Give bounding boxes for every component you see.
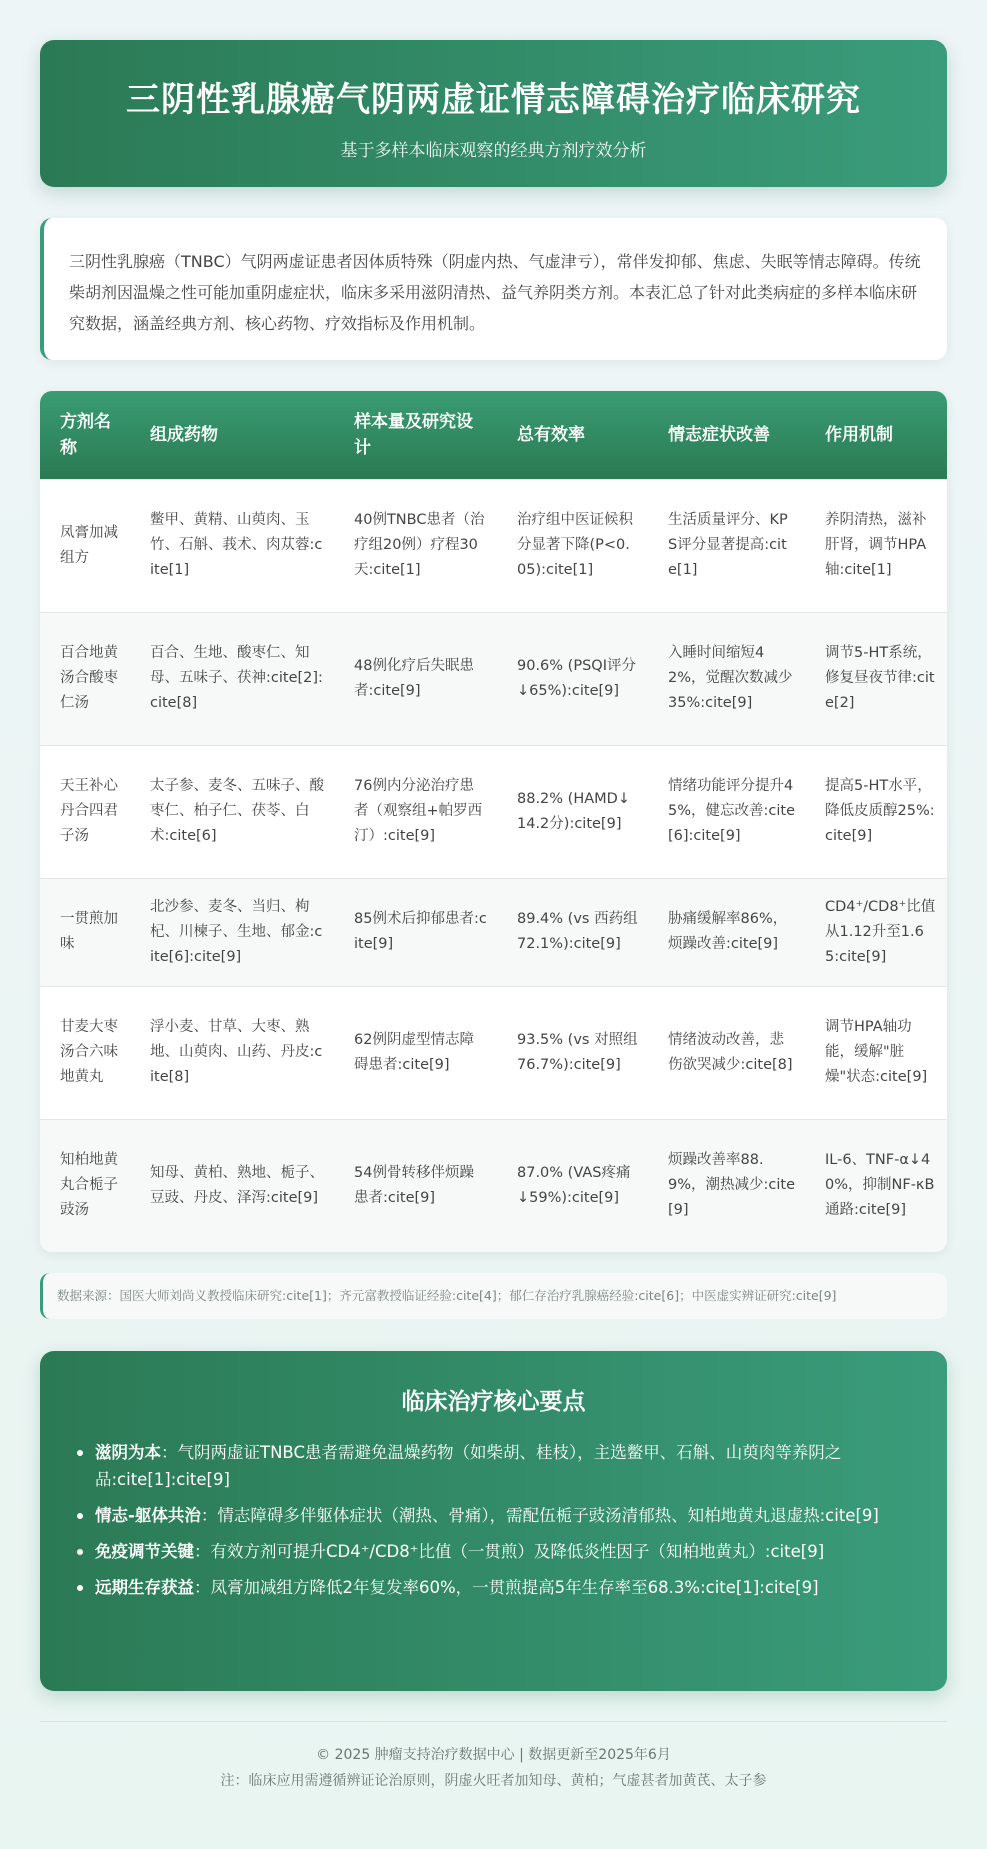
summary-point-text: ：有效方剂可提升CD4⁺/CD8⁺比值（一贯煎）及降低炎性因子（知柏地黄丸）:cite[9] <box>194 1542 825 1561</box>
table-row <box>40 878 947 986</box>
header-mechanism: 作用机制 <box>805 391 947 479</box>
header-banner <box>40 40 947 187</box>
summary-list <box>95 1439 915 1610</box>
cell-mechanism: 提高5-HT水平，降低皮质醇25%:cite[9] <box>805 745 947 878</box>
summary-title: 临床治疗核心要点 <box>401 1389 586 1415</box>
header-sample-design: 样本量及研究设计 <box>334 391 497 479</box>
cell-formula-name: 甘麦大枣汤合六味地黄丸 <box>40 986 130 1119</box>
footer-divider <box>40 1721 947 1722</box>
cell-mood-improvement: 情绪波动改善，悲伤欲哭减少:cite[8] <box>648 986 805 1119</box>
summary-point-text: ：凤膏加减组方降低2年复发率60%，一贯煎提高5年生存率至68.3%:cite[1]:cite[9] <box>194 1578 819 1597</box>
data-sources-note: 数据来源：国医大师刘尚义教授临床研究:cite[1]；齐元富教授临证经验:cite[4]；郁仁存治疗乳腺癌经验:cite[6]；中医虚实辨证研究:cite[9] <box>40 1273 947 1319</box>
cell-sample-design: 54例骨转移伴烦躁患者:cite[9] <box>334 1119 497 1252</box>
cell-efficacy: 89.4% (vs 西药组72.1%):cite[9] <box>497 878 648 986</box>
cell-mood-improvement: 入睡时间缩短42%，觉醒次数减少35%:cite[9] <box>648 612 805 745</box>
cell-mood-improvement: 生活质量评分、KPS评分显著提高:cite[1] <box>648 479 805 612</box>
cell-ingredients: 知母、黄柏、熟地、栀子、豆豉、丹皮、泽泻:cite[9] <box>130 1119 334 1252</box>
data-table-card <box>40 391 947 1252</box>
summary-point-text: ：气阴两虚证TNBC患者需避免温燥药物（如柴胡、桂枝），主选鳖甲、石斛、山萸肉等养阴之品:cite[1]:cite[9] <box>95 1443 842 1489</box>
cell-formula-name: 一贯煎加味 <box>40 878 130 986</box>
summary-point-label: 滋阴为本 <box>95 1443 161 1462</box>
header-formula-name: 方剂名称 <box>40 391 130 479</box>
bullet-icon <box>77 1513 83 1519</box>
cell-mechanism: 调节5-HT系统，修复昼夜节律:cite[2] <box>805 612 947 745</box>
header-ingredients: 组成药物 <box>130 391 334 479</box>
cell-ingredients: 太子参、麦冬、五味子、酸枣仁、柏子仁、茯苓、白术:cite[6] <box>130 745 334 878</box>
cell-ingredients: 鳖甲、黄精、山萸肉、玉竹、石斛、莪术、肉苁蓉:cite[1] <box>130 479 334 612</box>
table-row <box>40 986 947 1119</box>
cell-mechanism: IL-6、TNF-α↓40%，抑制NF-κB通路:cite[9] <box>805 1119 947 1252</box>
cell-sample-design: 85例术后抑郁患者:cite[9] <box>334 878 497 986</box>
intro-card <box>40 218 947 360</box>
bullet-icon <box>77 1585 83 1591</box>
table-header-row <box>40 391 947 479</box>
cell-mechanism: 养阴清热，滋补肝肾，调节HPA轴:cite[1] <box>805 479 947 612</box>
cell-sample-design: 62例阴虚型情志障碍患者:cite[9] <box>334 986 497 1119</box>
header-efficacy: 总有效率 <box>497 391 648 479</box>
cell-mechanism: 调节HPA轴功能，缓解"脏燥"状态:cite[9] <box>805 986 947 1119</box>
cell-ingredients: 浮小麦、甘草、大枣、熟地、山萸肉、山药、丹皮:cite[8] <box>130 986 334 1119</box>
summary-point-text: ：情志障碍多伴躯体症状（潮热、骨痛），需配伍栀子豉汤清郁热、知柏地黄丸退虚热:cite[9] <box>200 1506 879 1525</box>
summary-point <box>95 1502 915 1529</box>
cell-mood-improvement: 情绪功能评分提升45%，健忘改善:cite[6]:cite[9] <box>648 745 805 878</box>
cell-efficacy: 90.6% (PSQI评分↓65%):cite[9] <box>497 612 648 745</box>
table-row <box>40 479 947 612</box>
cell-mechanism: CD4⁺/CD8⁺比值从1.12升至1.65:cite[9] <box>805 878 947 986</box>
cell-formula-name: 知柏地黄丸合栀子豉汤 <box>40 1119 130 1252</box>
cell-ingredients: 百合、生地、酸枣仁、知母、五味子、茯神:cite[2]:cite[8] <box>130 612 334 745</box>
cell-mood-improvement: 烦躁改善率88.9%，潮热减少:cite[9] <box>648 1119 805 1252</box>
cell-efficacy: 87.0% (VAS疼痛↓59%):cite[9] <box>497 1119 648 1252</box>
bullet-icon <box>77 1450 83 1456</box>
table-row <box>40 1119 947 1252</box>
page-title: 三阴性乳腺癌气阴两虚证情志障碍治疗临床研究 <box>126 80 861 120</box>
summary-point-label: 情志-躯体共治 <box>95 1506 201 1525</box>
summary-point-label: 免疫调节关键 <box>95 1542 194 1561</box>
formula-table <box>40 391 947 1252</box>
cell-mood-improvement: 胁痛缓解率86%，烦躁改善:cite[9] <box>648 878 805 986</box>
cell-sample-design: 40例TNBC患者（治疗组20例）疗程30天:cite[1] <box>334 479 497 612</box>
cell-efficacy: 治疗组中医证候积分显著下降(P<0.05):cite[1] <box>497 479 648 612</box>
footer-copyright: © 2025 肿瘤支持治疗数据中心 | 数据更新至2025年6月 <box>316 1747 671 1763</box>
page-subtitle: 基于多样本临床观察的经典方剂疗效分析 <box>340 141 647 161</box>
summary-point-label: 远期生存获益 <box>95 1578 194 1597</box>
intro-text: 三阴性乳腺癌（TNBC）气阴两虚证患者因体质特殊（阴虚内热、气虚津亏），常伴发抑郁、焦虑、失眠等情志障碍。传统柴胡剂因温燥之性可能加重阴虚症状，临床多采用滋阴清热、益气养阴类方剂。本表汇总了针对此类病症的多样本临床研究数据，涵盖经典方剂、核心药物、疗效指标及作用机制。 <box>69 252 921 333</box>
cell-sample-design: 76例内分泌治疗患者（观察组+帕罗西汀）:cite[9] <box>334 745 497 878</box>
summary-point <box>95 1574 915 1601</box>
table-row <box>40 612 947 745</box>
cell-formula-name: 百合地黄汤合酸枣仁汤 <box>40 612 130 745</box>
table-row <box>40 745 947 878</box>
header-mood-improvement: 情志症状改善 <box>648 391 805 479</box>
bullet-icon <box>77 1549 83 1555</box>
cell-formula-name: 天王补心丹合四君子汤 <box>40 745 130 878</box>
cell-sample-design: 48例化疗后失眠患者:cite[9] <box>334 612 497 745</box>
footer-note: 注：临床应用需遵循辨证论治原则，阴虚火旺者加知母、黄柏；气虚甚者加黄芪、太子参 <box>220 1773 767 1789</box>
cell-efficacy: 88.2% (HAMD↓14.2分):cite[9] <box>497 745 648 878</box>
summary-card <box>40 1351 947 1691</box>
cell-efficacy: 93.5% (vs 对照组76.7%):cite[9] <box>497 986 648 1119</box>
summary-point <box>95 1439 915 1493</box>
summary-point <box>95 1538 915 1565</box>
cell-ingredients: 北沙参、麦冬、当归、枸杞、川楝子、生地、郁金:cite[6]:cite[9] <box>130 878 334 986</box>
cell-formula-name: 凤膏加减组方 <box>40 479 130 612</box>
